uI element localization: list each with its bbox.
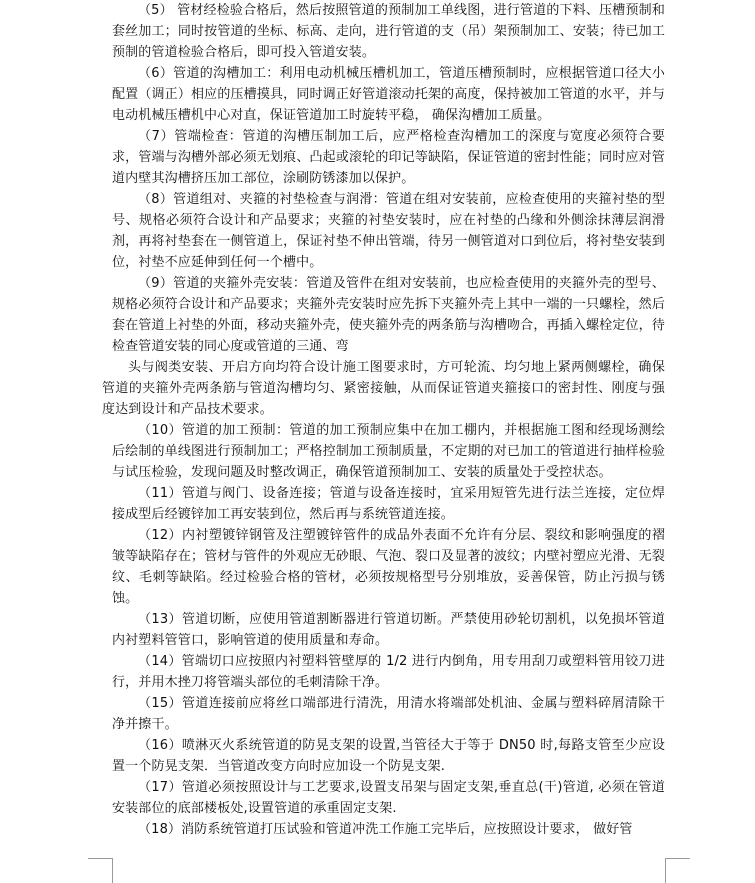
paragraph-17: （17）管道必须按照设计与工艺要求,设置支吊架与固定支架,垂直总(干)管道, 必须在管道安装部位的底部楼板处,设置管道的承重固定支架. (112, 780, 665, 816)
paragraph-13: （13）管道切断，应使用管道割断器进行管道切断。严禁使用砂轮切割机，以免损坏管道内衬塑料管管口，影响管道的使用质量和寿命。 (112, 612, 665, 648)
page-corner-mark-left (88, 858, 113, 883)
paragraph-18: （18）消防系统管道打压试验和管道冲洗工作施工完毕后，应按照设计要求， 做好管 (138, 822, 633, 837)
paragraph-11: （11）管道与阀门、设备连接；管道与设备连接时，宜采用短管先进行法兰连接，定位焊接成型后经镀锌加工再安装到位，然后再与系统管道连接。 (112, 486, 665, 522)
page-corner-mark-right (665, 858, 690, 883)
paragraph-15: （15）管道连接前应将丝口端部进行清洗，用清水将端部处机油、金属与塑料碎屑清除干净并擦干。 (112, 696, 665, 732)
paragraph-12: （12）内衬塑镀锌钢管及注塑镀锌管件的成品外表面不允许有分层、裂纹和影响强度的褶皱等缺陷存在；管材与管件的外观应无砂眼、气泡、裂口及显著的波纹；内壁衬塑应光滑、无裂纹、毛刺等缺陷。经过检验合格的管材，必须按规格型号分别堆放，妥善保管，防止污损与锈蚀。 (112, 528, 665, 606)
document-body (102, 0, 665, 840)
paragraph-9: （9）管道的夹箍外壳安装：管道及管件在组对安装前，也应检查使用的夹箍外壳的型号、规格必须符合设计和产品要求；夹箍外壳安装时应先拆下夹箍外壳上其中一端的一只螺栓，然后套在管道上衬垫的外面，移动夹箍外壳，使夹箍外壳的两条筋与沟槽吻合，再插入螺栓定位，待检查管道安装的同心度或管道的三通、弯 (112, 276, 665, 354)
paragraph-16: （16）喷淋灭火系统管道的防晃支架的设置,当管径大于等于 DN50 时,每路支管至少应设置一个防晃支架．当管道改变方向时应加设一个防晃支架. (112, 738, 665, 774)
paragraph-7: （7）管端检查：管道的沟槽压制加工后，应严格检查沟槽加工的深度与宽度必须符合要求，管端与沟槽外部必须无划痕、凸起或滚轮的印记等缺陷，保证管道的密封性能；同时应对管道内壁其沟槽挤压加工部位，涂刷防锈漆加以保护。 (112, 129, 665, 186)
paragraph-14: （14）管端切口应按照内衬塑料管壁厚的 1/2 进行内倒角，用专用刮刀或塑料管用铰刀进行，并用木挫刀将管端头部位的毛刺清除干净。 (112, 654, 665, 690)
paragraph-10: （10）管道的加工预制：管道的加工预制应集中在加工棚内，并根据施工图和经现场测绘后绘制的单线图进行预制加工；严格控制加工预制质量，不定期的对已加工的管道进行抽样检验与试压检验，发现问题及时整改调正，确保管道预制加工、安装的质量处于受控状态。 (112, 423, 665, 480)
paragraph-9-continued: 头与阀类安装、开启方向均符合设计施工图要求时，方可轮流、均匀地上紧两侧螺栓，确保管道的夹箍外壳两条筋与管道沟槽均匀、紧密接触，从而保证管道夹箍接口的密封性、刚度与强度达到设计和产品技术要求。 (102, 360, 665, 417)
paragraph-8: （8）管道组对、夹箍的衬垫检查与润滑：管道在组对安装前，应检查使用的夹箍衬垫的型号、规格必须符合设计和产品要求；夹箍的衬垫安装时，应在衬垫的凸缘和外侧涂抹薄层润滑剂，再将衬垫套在一侧管道上，保证衬垫不伸出管端，待另一侧管道对口到位后，将衬垫安装到位，衬垫不应延伸到任何一个槽中。 (112, 192, 665, 270)
paragraph-6: （6）管道的沟槽加工：利用电动机械压槽机加工，管道压槽预制时，应根据管道口径大小配置（调正）相应的压槽摸具，同时调正好管道滚动托架的高度，保持被加工管道的水平，并与电动机械压槽机中心对直，保证管道加工时旋转平稳， 确保沟槽加工质量。 (112, 66, 665, 123)
paragraph-5: （5） 管材经检验合格后，然后按照管道的预制加工单线图，进行管道的下料、压槽预制和套丝加工；同时按管道的坐标、标高、走向，进行管道的支（吊）架预制加工、安装；待已加工预制的管道检验合格后，即可投入管道安装。 (112, 3, 665, 60)
